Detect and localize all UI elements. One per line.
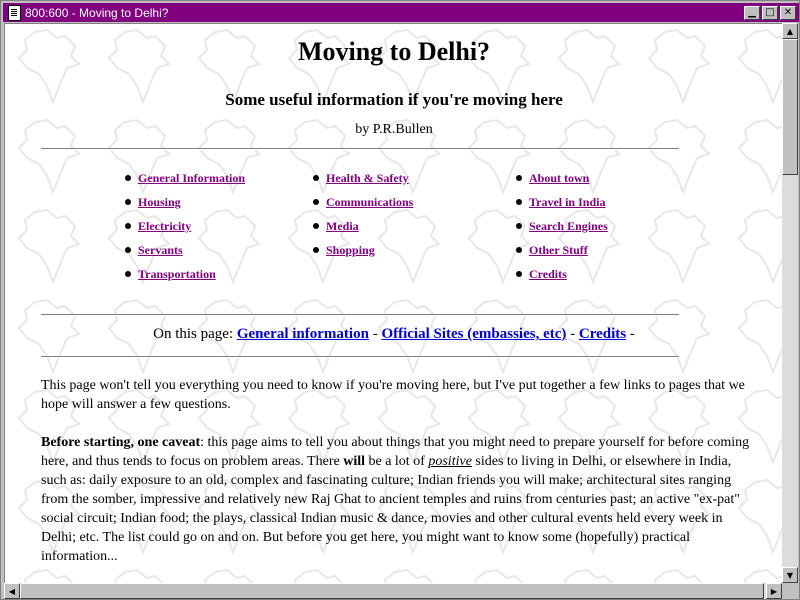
- nav-item: [516, 166, 608, 190]
- intro-paragraph: This page won't tell you everything you need to know if you're moving here, but I've put together a few links to pages that we hope will answer a few questions.: [41, 378, 745, 412]
- close-icon: ✕: [783, 6, 793, 18]
- window-title: 800:600 - Moving to Delhi?: [25, 5, 169, 20]
- onpage-link-credits[interactable]: Credits: [578, 326, 627, 342]
- nav-item: [516, 262, 608, 286]
- scroll-down-button[interactable]: [782, 567, 798, 583]
- bullet-icon: [125, 199, 131, 205]
- arrow-up-icon: ▲: [786, 26, 794, 36]
- nav-column-3: [516, 166, 608, 286]
- nav-item: [125, 190, 245, 214]
- bullet-icon: [516, 271, 522, 277]
- nav-link-health-safety[interactable]: Health & Safety: [326, 170, 409, 185]
- nav-column-2: [313, 166, 413, 262]
- nav-item: [516, 214, 608, 238]
- nav-item: [313, 190, 413, 214]
- bullet-icon: [313, 247, 319, 253]
- bullet-icon: [313, 223, 319, 229]
- minimize-icon: ▁: [748, 6, 756, 18]
- bullet-icon: [313, 175, 319, 181]
- nav-link-general-information[interactable]: General Information: [138, 170, 245, 185]
- maximize-button[interactable]: [762, 6, 778, 20]
- caveat-paragraph: [41, 433, 751, 566]
- nav-item: [516, 190, 608, 214]
- bullet-icon: [125, 247, 131, 253]
- nav-item: [125, 262, 245, 286]
- scroll-right-button[interactable]: [766, 583, 782, 599]
- nav-link-about-town[interactable]: About town: [529, 170, 590, 185]
- nav-link-housing[interactable]: Housing: [138, 194, 181, 209]
- nav-item: [313, 166, 413, 190]
- link-separator: -: [372, 326, 378, 342]
- caveat-heading: Before starting, one caveat: [41, 435, 201, 450]
- vertical-scroll-thumb[interactable]: [782, 39, 798, 175]
- bullet-icon: [516, 175, 522, 181]
- scroll-up-button[interactable]: [782, 23, 798, 39]
- horizontal-scroll-thumb[interactable]: [20, 583, 764, 599]
- nav-link-shopping[interactable]: Shopping: [326, 242, 375, 257]
- nav-link-communications[interactable]: Communications: [326, 194, 414, 209]
- on-this-page-bar: [5, 326, 783, 343]
- close-button[interactable]: [780, 6, 796, 20]
- arrow-left-icon: ◀: [8, 586, 16, 596]
- title-bar[interactable]: [3, 3, 799, 22]
- bullet-icon: [516, 247, 522, 253]
- scroll-left-button[interactable]: [4, 583, 20, 599]
- arrow-down-icon: ▼: [786, 570, 794, 580]
- nav-link-transportation[interactable]: Transportation: [138, 266, 216, 281]
- nav-link-servants[interactable]: Servants: [138, 242, 183, 257]
- nav-item: [313, 238, 413, 262]
- bullet-icon: [125, 271, 131, 277]
- nav-column-1: [125, 166, 245, 286]
- on-this-page-label: On this page:: [153, 326, 234, 342]
- nav-link-media[interactable]: Media: [326, 218, 359, 233]
- nav-item: [125, 238, 245, 262]
- bullet-icon: [313, 199, 319, 205]
- onpage-link-general-information[interactable]: General information: [236, 326, 369, 342]
- caveat-text-1: : this page aims to tell you about things that you might need to prepare yourself for before coming here, and thus tends to focus on problem areas. There: [41, 435, 750, 469]
- document-icon: [8, 5, 21, 21]
- bullet-icon: [516, 199, 522, 205]
- divider-top: [41, 148, 679, 150]
- caveat-text-3: sides to living in Delhi, or elsewhere in India, such as: daily exposure to an old, complex and fascinating culture; Indian friends you will make; architectural sites ranging from the somber, impressive and relatively new Raj Ghat to ancient temples and ruins from centuries past; an active "ex-pat" social circuit; Indian food; the plays, classical Indian music & dance, movies and other cultural events held every week in Delhi; etc. The list could go on and on. But before you get here, you might want to know some (hopefully) practical information...: [41, 454, 740, 564]
- nav-item: [125, 214, 245, 238]
- bullet-icon: [125, 223, 131, 229]
- vertical-scrollbar[interactable]: [782, 23, 798, 583]
- horizontal-scrollbar[interactable]: [4, 583, 782, 599]
- page-title: Moving to Delhi?: [297, 37, 491, 66]
- nav-link-credits[interactable]: Credits: [529, 266, 567, 281]
- nav-link-travel-in-india[interactable]: Travel in India: [529, 194, 606, 209]
- nav-link-other-stuff[interactable]: Other Stuff: [529, 242, 588, 257]
- caveat-text-2: be a lot of: [364, 454, 429, 469]
- onpage-link-official-sites[interactable]: Official Sites (embassies, etc): [381, 326, 567, 342]
- bullet-icon: [516, 223, 522, 229]
- arrow-right-icon: ▶: [770, 586, 778, 596]
- page-subtitle: Some useful information if you're moving here: [225, 90, 563, 109]
- nav-item: [516, 238, 608, 262]
- scrollbar-corner: [782, 583, 798, 599]
- page-content: [4, 23, 783, 584]
- nav-link-electricity[interactable]: Electricity: [138, 218, 192, 233]
- divider-onpage-top: [41, 314, 679, 316]
- link-separator: -: [570, 326, 576, 342]
- nav-item: [313, 214, 413, 238]
- caveat-emphasis-will: will: [343, 454, 365, 469]
- maximize-icon: □: [765, 6, 775, 18]
- bullet-icon: [125, 175, 131, 181]
- byline: by P.R.Bullen: [355, 122, 433, 137]
- nav-item: [125, 166, 245, 190]
- minimize-button[interactable]: [744, 6, 760, 20]
- link-separator: -: [629, 326, 635, 342]
- caveat-emphasis-positive: positive: [428, 454, 472, 469]
- divider-onpage-bottom: [41, 356, 679, 358]
- nav-link-search-engines[interactable]: Search Engines: [529, 218, 608, 233]
